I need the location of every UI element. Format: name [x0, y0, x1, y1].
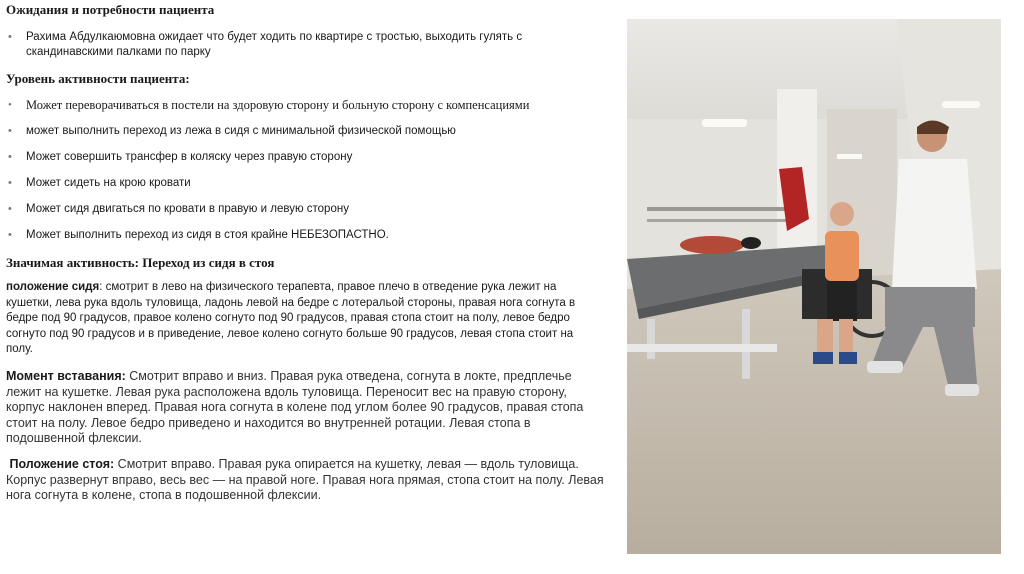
text-sitting: : смотрит в лево на физического терапевта, правое плечо в отведение рука лежит на кушетки, лева рука вдоль туловища, ладонь левой на бедре с лотеральой стороны, правая нога согнута в бедре под 90 градусов, правое колено согнуто под 90 градусов, правая стопа стоит на полу, левое бедро согнуто под 90 градусов и в приведение, левое колено согнуто больше 90 градусов, левая стопа стоит на полу.	[6, 281, 576, 355]
list-item: • Может выполнить переход из сидя в стоя крайне НЕБЕЗОПАСТНО.	[6, 228, 529, 243]
heading-significant-activity: Значимая активность: Переход из сидя в стоя	[6, 255, 275, 270]
paragraph-sitting	[6, 280, 596, 358]
list-item: • Может сидеть на крою кровати	[6, 176, 529, 191]
therapy-photo	[627, 19, 1001, 554]
expectations-list	[6, 30, 546, 60]
label-sitting: положение сидя	[6, 281, 100, 293]
text-standing-up: Смотрит вправо и вниз. Правая рука отведена, согнута в локте, предплечье лежит на кушетке. Левая рука расположена вдоль туловища. Переносит вес на правую сторону, корпус наклонен вперед. Правая нога согнута в колене под углом более 90 градусов, правая стопа стоит на полу. Левое бедро приведено и находится во внутренней ротации. Левая стопа в подошвенной флексии.	[6, 369, 584, 445]
text-standing: Смотрит вправо. Правая рука опирается на кушетку, левая — вдоль туловища. Корпус развернут вправо, весь вес — на правой ноге. Правая нога прямая, стопа стоит на полу. Левая нога согнута в колене, стопа в подошвенной флексии.	[6, 457, 604, 502]
label-standing-up: Момент вставания:	[6, 369, 126, 383]
heading-expectations: Ожидания и потребности пациента	[6, 2, 215, 17]
list-item: • Может сидя двигаться по кровати в правую и левую сторону	[6, 202, 529, 217]
label-standing: Положение стоя:	[6, 457, 115, 471]
paragraph-standing-up	[6, 369, 606, 447]
therapy-room-illustration	[627, 19, 1001, 554]
activity-list	[6, 98, 529, 254]
list-item: • может выполнить переход из лежа в сидя с минимальной физической помощью	[6, 124, 529, 139]
heading-activity-level: Уровень активности пациента:	[6, 71, 190, 86]
list-item: • Рахима Абдулкаюмовна ожидает что будет ходить по квартире с тростью, выходить гулять с скандинавскими палками по парку	[6, 30, 546, 60]
paragraph-standing	[6, 457, 606, 504]
list-item: • Может совершить трансфер в коляску через правую сторону	[6, 150, 529, 165]
list-item: • Может переворачиваться в постели на здоровую сторону и больную сторону с компенсациями	[6, 98, 529, 113]
